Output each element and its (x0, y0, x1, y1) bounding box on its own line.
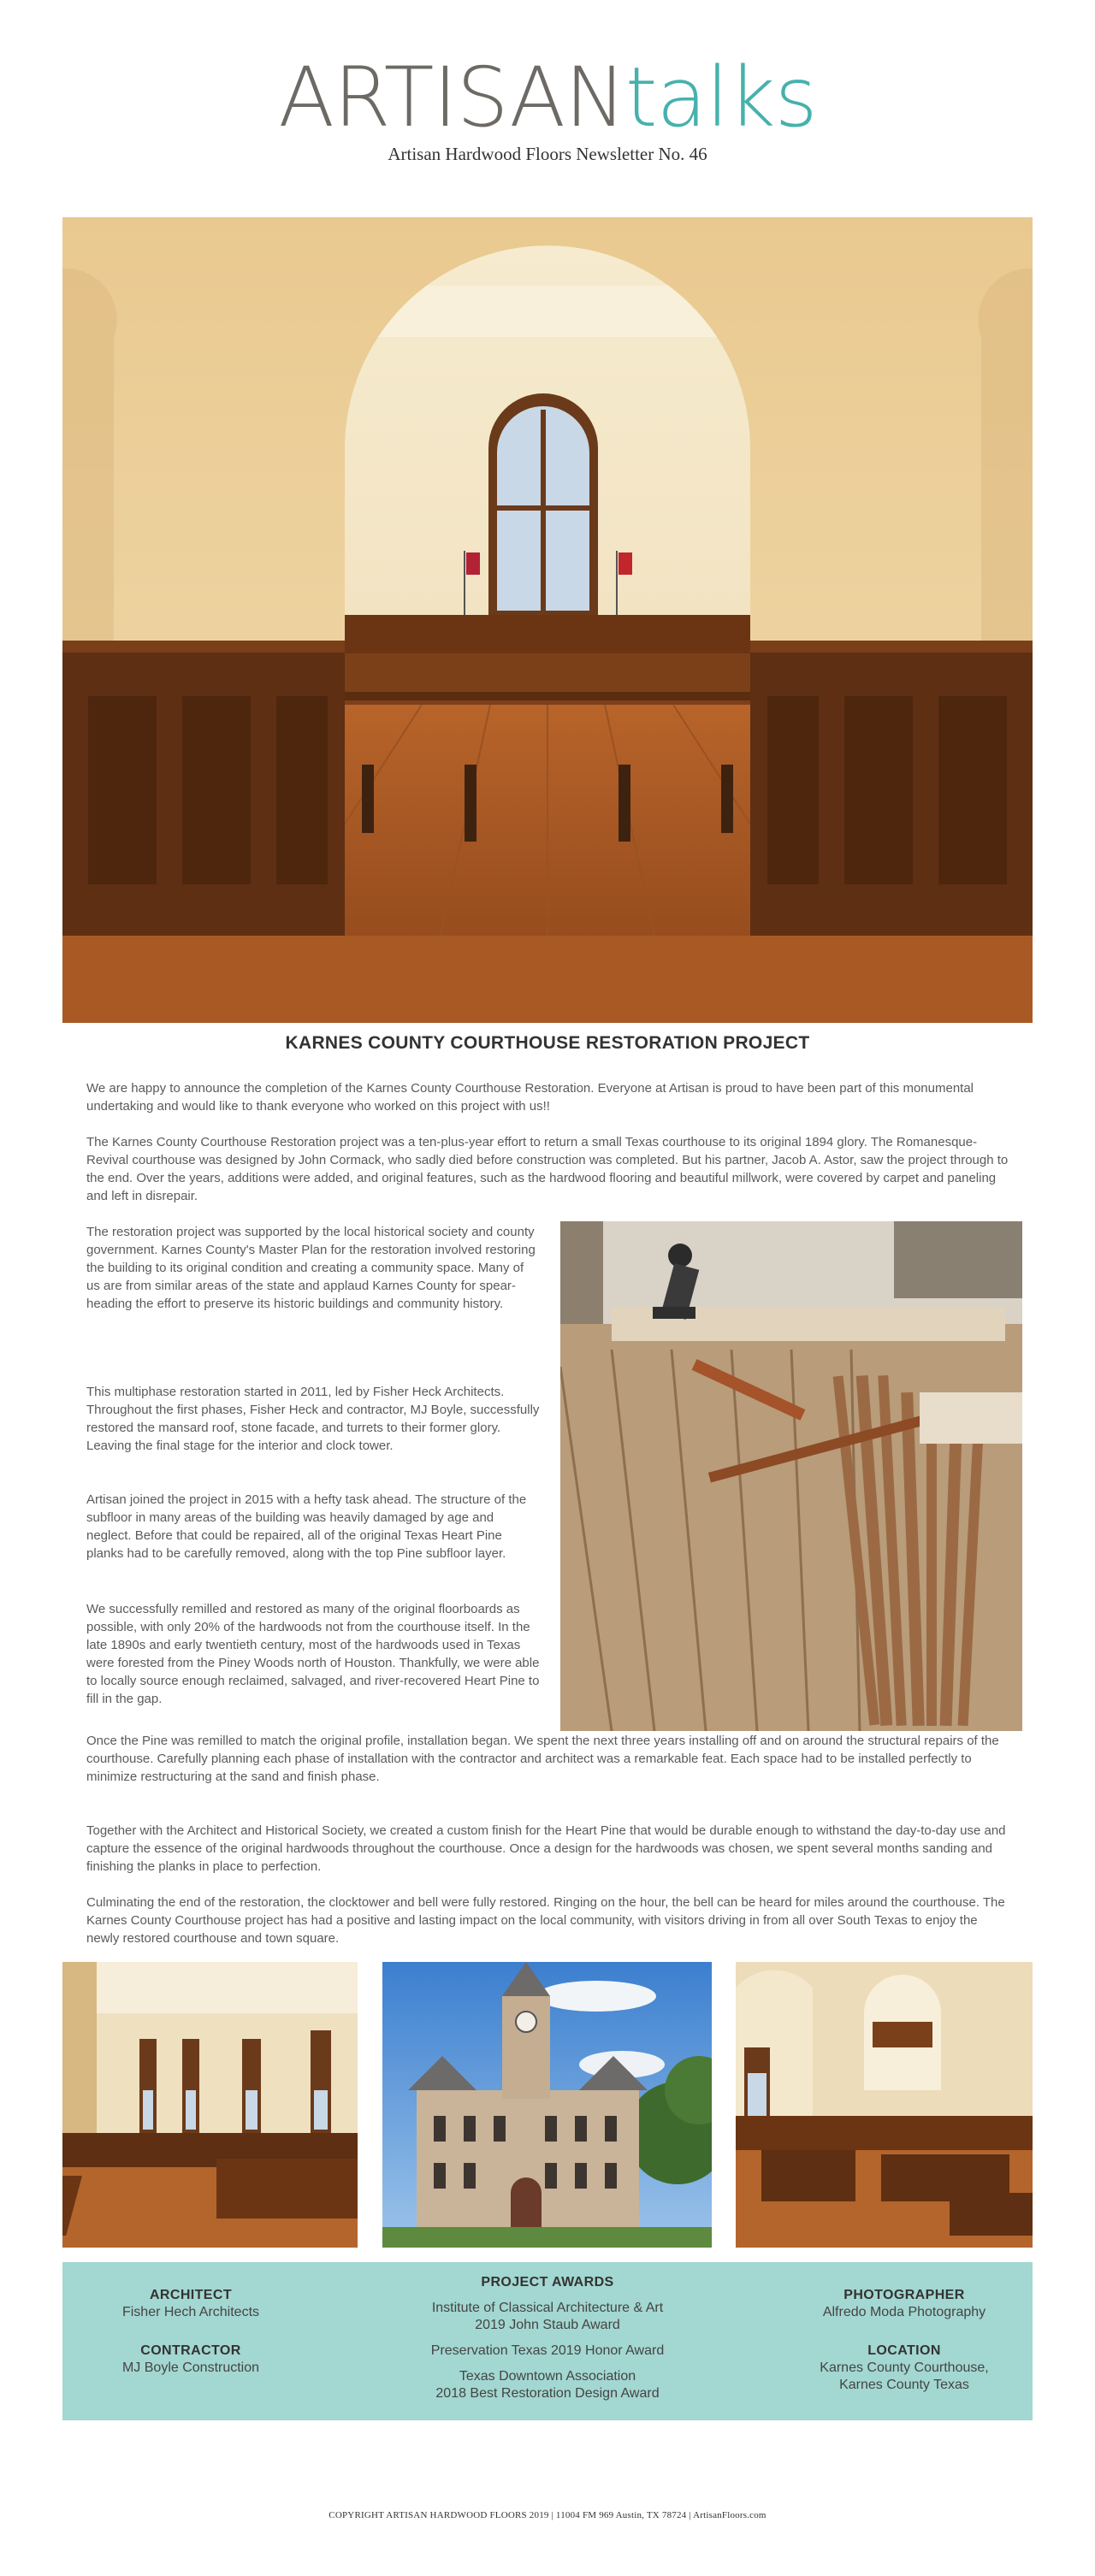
copyright-footer: COPYRIGHT ARTISAN HARDWOOD FLOORS 2019 | 11004 FM 969 Austin, TX 78724 | ArtisanFloors.com (328, 2510, 766, 2520)
subfloor-paragraph: Artisan joined the project in 2015 with a hefty task ahead. The structure of the subfloor in many areas of the building was heavily damaged by age and neglect. Before that could be repaired, all of the original Texas Heart Pine planks had to be carefully removed, along with the top Pine subfloor layer. (86, 1492, 527, 1561)
intro-paragraph: We are happy to announce the completion of the Karnes County Courthouse Restoration. Everyone at Artisan is proud to have been part of this monumental undertaking and would like to thank everyone who worked on this project with us!! (86, 1081, 974, 1114)
article-title: KARNES COUNTY COURTHOUSE RESTORATION PROJECT (285, 1033, 810, 1053)
clocktower-paragraph: Culminating the end of the restoration, the clocktower and bell were fully restored. Ringing on the hour, the bell can be heard for miles around the courthouse. The Karnes County Courthouse project has had a positive and lasting impact on the local community, with visitors driving in from all over South Texas to enjoy the newly restored courthouse and town square. (86, 1895, 1005, 1946)
project-awards (353, 2274, 742, 2402)
masthead (0, 50, 1095, 165)
award-preservation-texas: Preservation Texas 2019 Honor Award (430, 2343, 665, 2358)
award-tda-title: 2018 Best Restoration Design Award (435, 2386, 660, 2401)
newsletter-subtitle: Artisan Hardwood Floors Newsletter No. 46 (388, 144, 707, 164)
floor-restoration-image (560, 1221, 1022, 1731)
courtroom-pews-image (736, 1962, 1033, 2248)
logo-artisan: ARTISAN (278, 50, 625, 145)
contractor-value: MJ Boyle Construction (121, 2360, 260, 2375)
award-icaa-name: Institute of Classical Architecture & Art (431, 2301, 664, 2315)
contractor-label: CONTRACTOR (140, 2343, 241, 2358)
history-paragraph: The Karnes County Courthouse Restoration project was a ten-plus-year effort to return a small Texas courthouse to its original 1894 glory. The Romanesque-Revival courthouse was designed by John Cormack, who sadly died before construction was completed. But his partner, Jacob A. Astor, saw the project through to the end. Over the years, additions were added, and original features, such as the hardwood flooring and beautiful millwork, were covered by carpet and paneling and left in disrepair. (86, 1135, 1009, 1203)
photographer-value: Alfredo Moda Photography (822, 2305, 986, 2319)
award-icaa-title: 2019 John Staub Award (475, 2318, 620, 2332)
support-paragraph: The restoration project was supported by the local historical society and county government. Karnes County's Master Plan for the restoration involved restoring the building to its original condition and creating a community space. Many of us are from similar areas of the state and applaud Karnes County for spear-heading the effort to preserve its historic buildings and community history. (86, 1225, 536, 1311)
project-credits-box (62, 2262, 1033, 2420)
photographer-credit (776, 2287, 1033, 2321)
award-tda-name: Texas Downtown Association (459, 2369, 636, 2384)
contractor-credit (62, 2343, 319, 2377)
hero-courtroom-image (62, 217, 1033, 1023)
location-credit (776, 2343, 1033, 2394)
remill-paragraph: We successfully remilled and restored as many of the original floorboards as possible, with only 20% of the hardwoods not from the courthouse itself. In the late 1890s and early twentieth century, most of the hardwoods used in Texas were forested from the Piney Woods north of Houston. Thankfully, we were able to locally source enough reclaimed, salvaged, and river-recovered Heart Pine to fill in the gap. (86, 1602, 540, 1706)
logo-talks: talks (624, 50, 817, 145)
architect-value: Fisher Hech Architects (121, 2305, 260, 2319)
location-label: LOCATION (867, 2343, 941, 2358)
photographer-label: PHOTOGRAPHER (843, 2288, 965, 2302)
logo (0, 50, 1095, 145)
multiphase-paragraph: This multiphase restoration started in 2011, led by Fisher Heck Architects. Throughout the first phases, Fisher Heck and contractor, MJ Boyle, successfully restored the mansard roof, stone facade, and turrets to their former glory. Leaving the final stage for the interior and clock tower. (86, 1385, 540, 1453)
finish-paragraph: Together with the Architect and Historical Society, we created a custom finish for the Heart Pine that would be durable enough to withstand the day-to-day use and capture the essence of the original hardwoods throughout the courthouse. Once a design for the hardwoods was chosen, we spent several months sanding and finishing the planks in place to perfection. (86, 1823, 1006, 1874)
courtroom-gallery-image (62, 1962, 358, 2248)
installation-paragraph: Once the Pine was remilled to match the original profile, installation began. We spent the next three years installing off and on around the structural repairs of the courthouse. Carefully planning each phase of installation with the contractor and architect was a remarkable feat. Each space had to be installed perfectly to minimize restructuring at the sand and finish phase. (86, 1734, 999, 1784)
courthouse-exterior-image (382, 1962, 712, 2248)
location-line1: Karnes County Courthouse, (820, 2360, 989, 2375)
architect-label: ARCHITECT (149, 2288, 233, 2302)
location-line2: Karnes County Texas (839, 2378, 969, 2392)
awards-label: PROJECT AWARDS (481, 2275, 614, 2289)
architect-credit (62, 2287, 319, 2321)
